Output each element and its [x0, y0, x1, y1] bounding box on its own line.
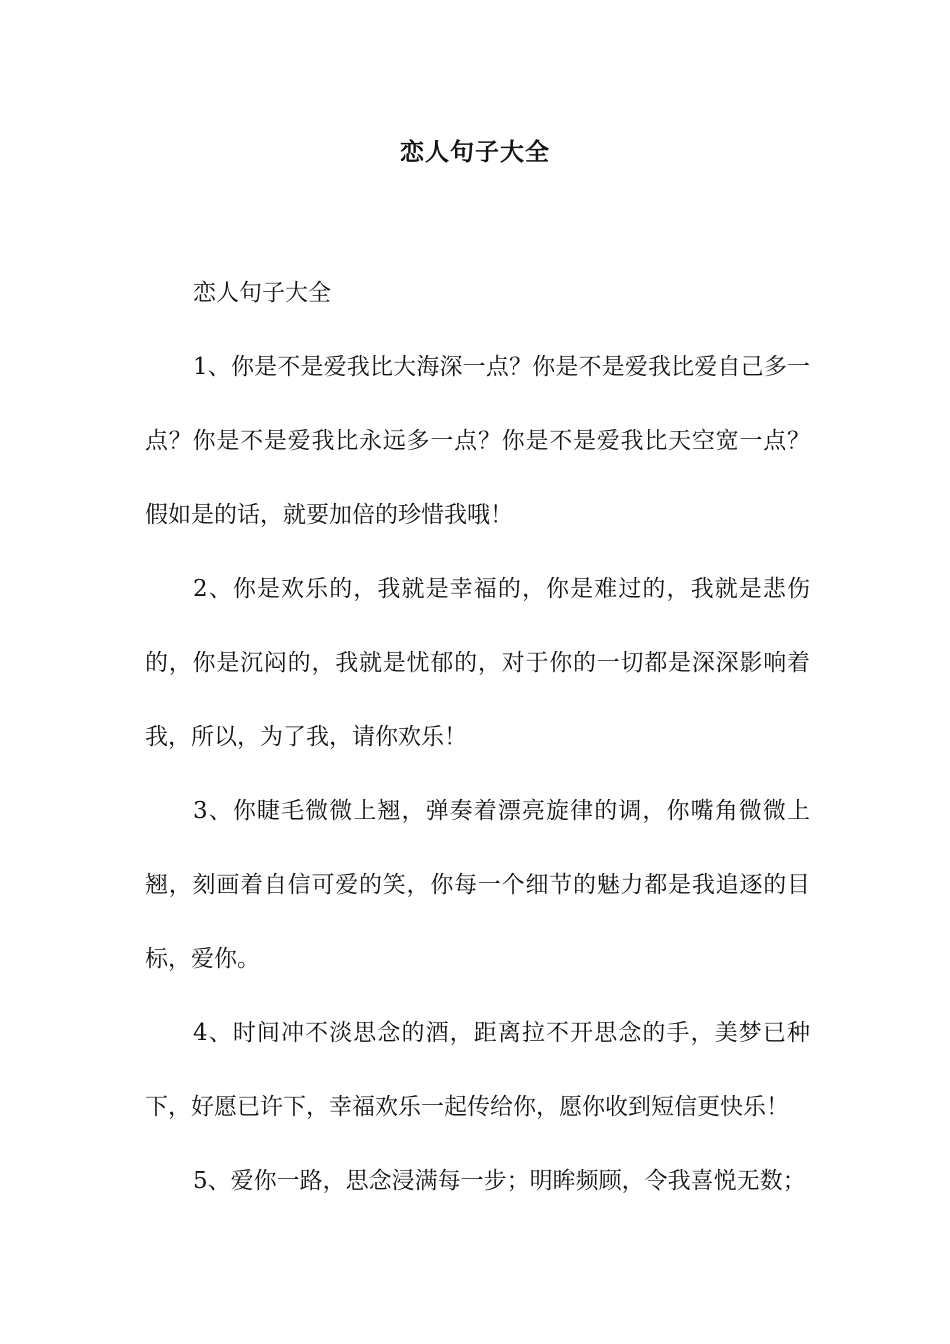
- document-title: 恋人句子大全: [400, 137, 550, 166]
- paragraph-4: 4、时间冲不淡思念的酒，距离拉不开思念的手，美梦已种下，好愿已许下，幸福欢乐一起传给你，愿你收到短信更快乐！: [145, 1020, 810, 1120]
- paragraph-5: 5、爱你一路，思念浸满每一步；明眸频顾，令我喜悦无数；: [193, 1168, 806, 1194]
- paragraph-heading: 恋人句子大全: [193, 280, 331, 306]
- paragraph-3: 3、你睫毛微微上翘，弹奏着漂亮旋律的调，你嘴角微微上翘，刻画着自信可爱的笑，你每一个细节的魅力都是我追逐的目标，爱你。: [145, 798, 810, 972]
- paragraph-1: 1、你是不是爱我比大海深一点？你是不是爱我比爱自己多一点？你是不是爱我比永远多一点？你是不是爱我比天空宽一点？假如是的话，就要加倍的珍惜我哦！: [145, 354, 810, 528]
- document-body: [145, 256, 810, 1218]
- paragraph-2: 2、你是欢乐的，我就是幸福的，你是难过的，我就是悲伤的，你是沉闷的，我就是忧郁的，对于你的一切都是深深影响着我，所以，为了我，请你欢乐！: [145, 576, 810, 750]
